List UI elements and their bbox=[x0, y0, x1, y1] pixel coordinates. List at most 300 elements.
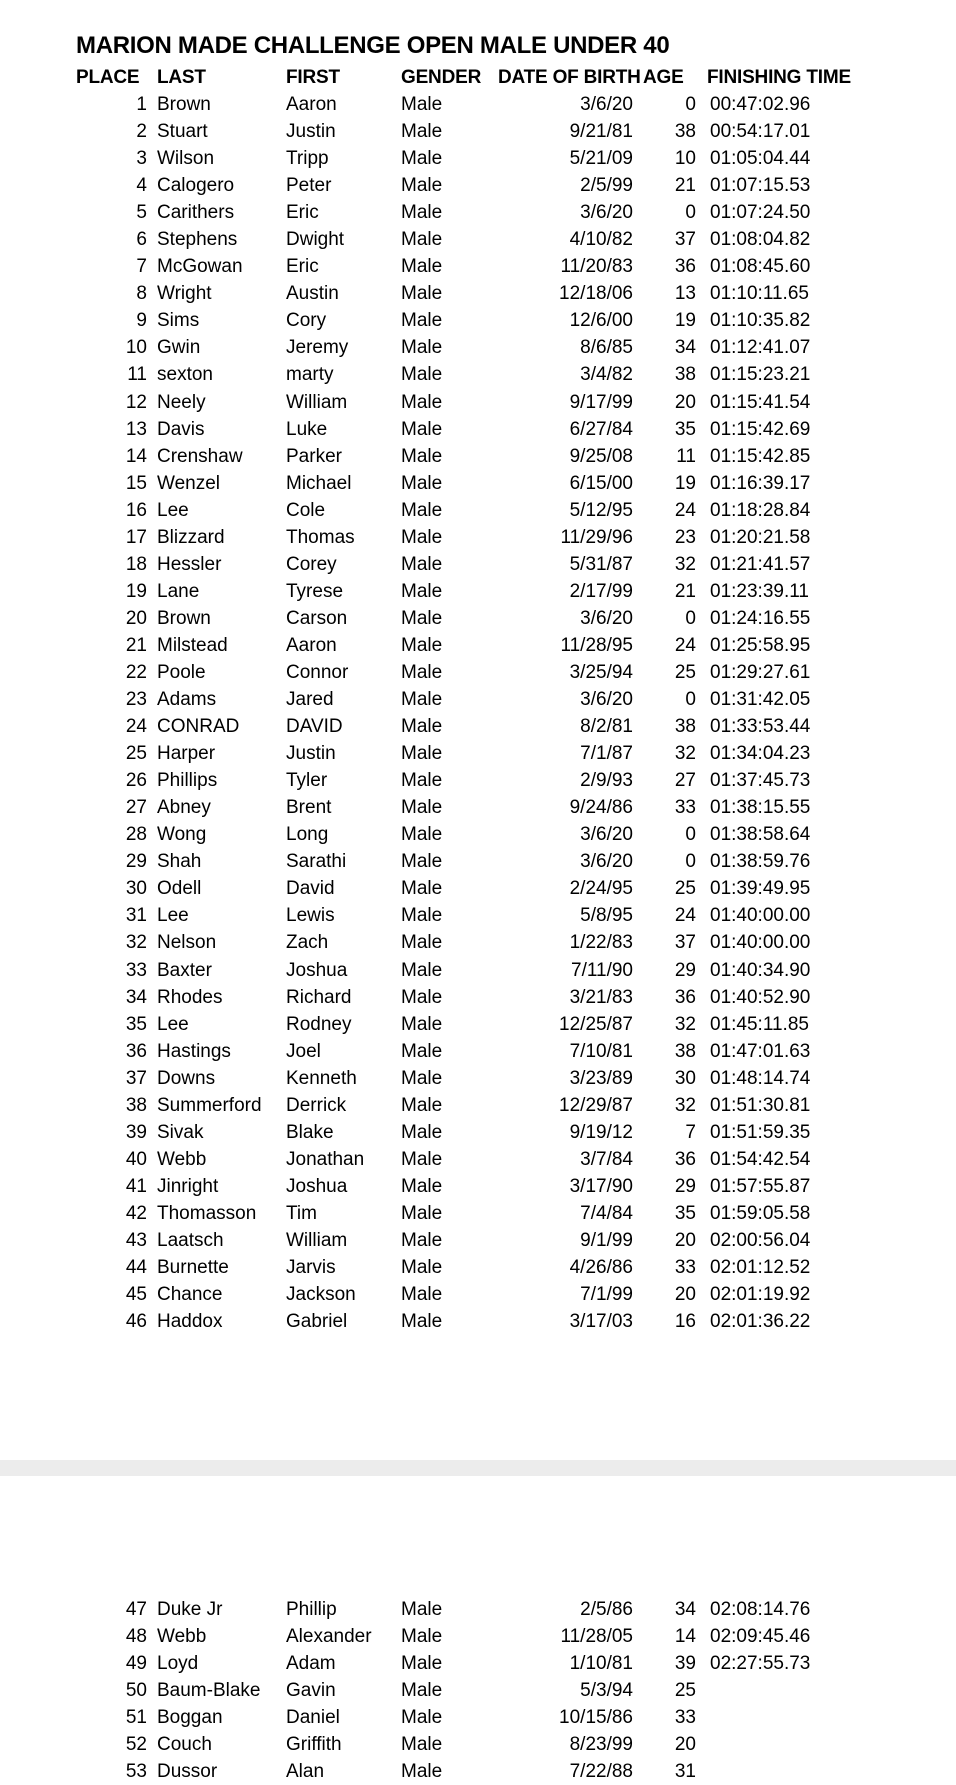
header-last: LAST bbox=[157, 67, 206, 88]
first-name-cell: Michael bbox=[286, 472, 352, 494]
last-name-cell: Duke Jr bbox=[157, 1599, 223, 1620]
age-cell: 36 bbox=[674, 256, 696, 278]
age-cell: 31 bbox=[674, 1761, 696, 1783]
gender-cell: Male bbox=[401, 121, 443, 143]
finishing-time-cell: 01:54:42.54 bbox=[710, 1148, 811, 1170]
place-cell: 5 bbox=[136, 202, 147, 224]
age-cell: 24 bbox=[674, 634, 696, 656]
finishing-time-cell: 01:40:00.00 bbox=[710, 905, 811, 927]
finishing-time-cell: 01:07:15.53 bbox=[710, 175, 811, 197]
last-name-cell: Laatsch bbox=[157, 1229, 224, 1251]
table-row bbox=[0, 686, 956, 713]
last-name-cell: Carithers bbox=[157, 202, 235, 224]
last-name-cell: Wong bbox=[157, 824, 207, 846]
first-name-cell: Carson bbox=[286, 607, 348, 629]
last-name-cell: Gwin bbox=[157, 337, 201, 359]
gender-cell: Male bbox=[401, 634, 443, 656]
age-cell: 34 bbox=[674, 1599, 696, 1620]
age-cell: 16 bbox=[674, 1311, 696, 1333]
finishing-time-cell: 02:00:56.04 bbox=[710, 1229, 811, 1251]
gender-cell: Male bbox=[401, 851, 443, 873]
date-of-birth-cell: 3/25/94 bbox=[569, 661, 633, 683]
table-row bbox=[0, 145, 956, 172]
first-name-cell: Cory bbox=[286, 310, 327, 332]
place-cell: 41 bbox=[125, 1175, 147, 1197]
finishing-time-cell: 01:37:45.73 bbox=[710, 770, 811, 792]
finishing-time-cell: 01:08:45.60 bbox=[710, 256, 811, 278]
gender-cell: Male bbox=[401, 1653, 443, 1675]
finishing-time-cell: 01:23:39.11 bbox=[710, 580, 809, 602]
date-of-birth-cell: 9/1/99 bbox=[580, 1229, 633, 1251]
first-name-cell: Joel bbox=[286, 1040, 321, 1062]
gender-cell: Male bbox=[401, 1229, 443, 1251]
table-row bbox=[0, 389, 956, 416]
gender-cell: Male bbox=[401, 175, 443, 197]
header-gender: GENDER bbox=[401, 67, 482, 88]
date-of-birth-cell: 1/10/81 bbox=[569, 1653, 633, 1675]
first-name-cell: Lewis bbox=[286, 905, 335, 927]
gender-cell: Male bbox=[401, 94, 443, 115]
finishing-time-cell: 01:57:55.87 bbox=[710, 1175, 811, 1197]
age-cell: 0 bbox=[685, 851, 696, 873]
place-cell: 47 bbox=[125, 1599, 147, 1620]
last-name-cell: Poole bbox=[157, 661, 206, 683]
finishing-time-cell: 01:29:27.61 bbox=[710, 661, 811, 683]
first-name-cell: Daniel bbox=[286, 1707, 340, 1729]
finishing-time-cell: 01:15:42.69 bbox=[710, 418, 811, 440]
place-cell: 27 bbox=[125, 797, 147, 819]
last-name-cell: Neely bbox=[157, 391, 206, 413]
last-name-cell: Burnette bbox=[157, 1257, 229, 1279]
gender-cell: Male bbox=[401, 1257, 443, 1279]
header-place: PLACE bbox=[76, 67, 140, 88]
place-cell: 16 bbox=[125, 499, 147, 521]
place-cell: 34 bbox=[125, 986, 147, 1008]
age-cell: 20 bbox=[674, 391, 696, 413]
gender-cell: Male bbox=[401, 1067, 443, 1089]
first-name-cell: Derrick bbox=[286, 1094, 347, 1116]
last-name-cell: Stuart bbox=[157, 121, 208, 143]
place-cell: 32 bbox=[125, 932, 147, 954]
gender-cell: Male bbox=[401, 499, 443, 521]
age-cell: 19 bbox=[674, 472, 696, 494]
age-cell: 0 bbox=[685, 94, 696, 115]
place-cell: 21 bbox=[125, 634, 147, 656]
last-name-cell: Haddox bbox=[157, 1311, 223, 1333]
gender-cell: Male bbox=[401, 553, 443, 575]
finishing-time-cell: 01:12:41.07 bbox=[710, 337, 811, 359]
first-name-cell: Peter bbox=[286, 175, 332, 197]
place-cell: 15 bbox=[125, 472, 147, 494]
date-of-birth-cell: 3/6/20 bbox=[580, 607, 633, 629]
last-name-cell: Abney bbox=[157, 797, 211, 819]
last-name-cell: Jinright bbox=[157, 1175, 219, 1197]
finishing-time-cell: 01:47:01.63 bbox=[710, 1040, 811, 1062]
table-row bbox=[0, 1281, 956, 1308]
place-cell: 49 bbox=[125, 1653, 147, 1675]
first-name-cell: Kenneth bbox=[286, 1067, 357, 1089]
finishing-time-cell: 01:40:52.90 bbox=[710, 986, 811, 1008]
finishing-time-cell: 02:01:19.92 bbox=[710, 1284, 811, 1306]
last-name-cell: Lane bbox=[157, 580, 200, 602]
place-cell: 11 bbox=[127, 364, 147, 386]
gender-cell: Male bbox=[401, 229, 443, 251]
table-row bbox=[0, 1011, 956, 1038]
date-of-birth-cell: 3/6/20 bbox=[580, 94, 633, 115]
date-of-birth-cell: 3/6/20 bbox=[580, 851, 633, 873]
finishing-time-cell: 01:15:41.54 bbox=[710, 391, 811, 413]
finishing-time-cell: 01:05:04.44 bbox=[710, 148, 811, 170]
finishing-time-cell: 01:21:41.57 bbox=[710, 553, 811, 575]
date-of-birth-cell: 12/6/00 bbox=[569, 310, 633, 332]
table-row bbox=[0, 307, 956, 334]
age-cell: 36 bbox=[674, 1148, 696, 1170]
first-name-cell: Jonathan bbox=[286, 1148, 365, 1170]
age-cell: 13 bbox=[674, 283, 696, 305]
finishing-time-cell: 02:09:45.46 bbox=[710, 1626, 811, 1648]
date-of-birth-cell: 11/29/96 bbox=[560, 526, 633, 548]
age-cell: 20 bbox=[674, 1229, 696, 1251]
last-name-cell: Wilson bbox=[157, 148, 215, 170]
age-cell: 25 bbox=[674, 1680, 696, 1702]
last-name-cell: Hastings bbox=[157, 1040, 231, 1062]
first-name-cell: Joshua bbox=[286, 1175, 348, 1197]
results-table-page-1 bbox=[0, 91, 956, 1335]
last-name-cell: Chance bbox=[157, 1284, 223, 1306]
table-row bbox=[0, 632, 956, 659]
last-name-cell: sexton bbox=[157, 364, 213, 386]
place-cell: 13 bbox=[125, 418, 147, 440]
gender-cell: Male bbox=[401, 878, 443, 900]
place-cell: 24 bbox=[125, 716, 147, 738]
age-cell: 7 bbox=[685, 1121, 696, 1143]
table-row bbox=[0, 1038, 956, 1065]
first-name-cell: Corey bbox=[286, 553, 337, 575]
results-table-page-2 bbox=[0, 1596, 956, 1785]
age-cell: 30 bbox=[674, 1067, 696, 1089]
table-row bbox=[0, 1596, 956, 1623]
document-title: MARION MADE CHALLENGE OPEN MALE UNDER 40 bbox=[76, 32, 670, 59]
first-name-cell: Gavin bbox=[286, 1680, 336, 1702]
first-name-cell: Connor bbox=[286, 661, 349, 683]
last-name-cell: Brown bbox=[157, 94, 211, 115]
finishing-time-cell: 01:24:16.55 bbox=[710, 607, 811, 629]
last-name-cell: Calogero bbox=[157, 175, 235, 197]
date-of-birth-cell: 3/17/90 bbox=[569, 1175, 633, 1197]
place-cell: 10 bbox=[125, 337, 147, 359]
age-cell: 14 bbox=[674, 1626, 696, 1648]
place-cell: 30 bbox=[125, 878, 147, 900]
age-cell: 20 bbox=[674, 1284, 696, 1306]
finishing-time-cell: 02:08:14.76 bbox=[710, 1599, 811, 1620]
gender-cell: Male bbox=[401, 1013, 443, 1035]
age-cell: 38 bbox=[674, 1040, 696, 1062]
place-cell: 25 bbox=[125, 743, 147, 765]
finishing-time-cell: 01:38:59.76 bbox=[710, 851, 811, 873]
gender-cell: Male bbox=[401, 1599, 443, 1620]
first-name-cell: Eric bbox=[286, 256, 319, 278]
date-of-birth-cell: 3/7/84 bbox=[580, 1148, 633, 1170]
first-name-cell: Alexander bbox=[286, 1626, 372, 1648]
place-cell: 46 bbox=[125, 1311, 147, 1333]
date-of-birth-cell: 3/6/20 bbox=[580, 824, 633, 846]
table-row bbox=[0, 1677, 956, 1704]
last-name-cell: Dussor bbox=[157, 1761, 218, 1783]
age-cell: 38 bbox=[674, 716, 696, 738]
last-name-cell: Odell bbox=[157, 878, 202, 900]
age-cell: 29 bbox=[674, 1175, 696, 1197]
table-row bbox=[0, 118, 956, 145]
finishing-time-cell: 02:27:55.73 bbox=[710, 1653, 811, 1675]
date-of-birth-cell: 3/6/20 bbox=[580, 202, 633, 224]
header-first: FIRST bbox=[286, 67, 340, 88]
date-of-birth-cell: 3/21/83 bbox=[569, 986, 633, 1008]
date-of-birth-cell: 5/12/95 bbox=[569, 499, 633, 521]
gender-cell: Male bbox=[401, 1284, 443, 1306]
age-cell: 0 bbox=[685, 607, 696, 629]
first-name-cell: Alan bbox=[286, 1761, 325, 1783]
table-row bbox=[0, 91, 956, 118]
table-row bbox=[0, 902, 956, 929]
finishing-time-cell: 01:48:14.74 bbox=[710, 1067, 811, 1089]
finishing-time-cell: 01:38:58.64 bbox=[710, 824, 811, 846]
date-of-birth-cell: 2/17/99 bbox=[569, 580, 633, 602]
first-name-cell: Blake bbox=[286, 1121, 334, 1143]
finishing-time-cell: 00:47:02.96 bbox=[710, 94, 811, 115]
gender-cell: Male bbox=[401, 1761, 443, 1783]
gender-cell: Male bbox=[401, 1311, 443, 1333]
age-cell: 21 bbox=[674, 175, 696, 197]
age-cell: 38 bbox=[674, 121, 696, 143]
last-name-cell: Hessler bbox=[157, 553, 222, 575]
table-row bbox=[0, 875, 956, 902]
table-row bbox=[0, 1065, 956, 1092]
table-row bbox=[0, 929, 956, 956]
last-name-cell: Baum-Blake bbox=[157, 1680, 261, 1702]
first-name-cell: Tyrese bbox=[286, 580, 344, 602]
gender-cell: Male bbox=[401, 1202, 443, 1224]
last-name-cell: Shah bbox=[157, 851, 202, 873]
table-row bbox=[0, 1623, 956, 1650]
finishing-time-cell: 01:59:05.58 bbox=[710, 1202, 811, 1224]
age-cell: 35 bbox=[674, 1202, 696, 1224]
last-name-cell: Downs bbox=[157, 1067, 216, 1089]
last-name-cell: Couch bbox=[157, 1734, 212, 1756]
place-cell: 19 bbox=[125, 580, 147, 602]
date-of-birth-cell: 9/21/81 bbox=[569, 121, 633, 143]
gender-cell: Male bbox=[401, 1680, 443, 1702]
place-cell: 1 bbox=[136, 94, 147, 115]
age-cell: 36 bbox=[674, 986, 696, 1008]
date-of-birth-cell: 9/24/86 bbox=[569, 797, 633, 819]
table-row bbox=[0, 767, 956, 794]
date-of-birth-cell: 5/8/95 bbox=[580, 905, 633, 927]
table-row bbox=[0, 1704, 956, 1731]
age-cell: 24 bbox=[674, 499, 696, 521]
finishing-time-cell: 01:07:24.50 bbox=[710, 202, 811, 224]
age-cell: 38 bbox=[674, 364, 696, 386]
table-row bbox=[0, 1758, 956, 1785]
last-name-cell: Harper bbox=[157, 743, 216, 765]
finishing-time-cell: 01:10:11.65 bbox=[710, 283, 809, 305]
finishing-time-cell: 01:39:49.95 bbox=[710, 878, 811, 900]
document-page-2 bbox=[0, 1476, 956, 1783]
table-row bbox=[0, 361, 956, 388]
date-of-birth-cell: 11/28/05 bbox=[560, 1626, 633, 1648]
date-of-birth-cell: 2/5/86 bbox=[580, 1599, 633, 1620]
date-of-birth-cell: 1/22/83 bbox=[569, 932, 633, 954]
last-name-cell: Stephens bbox=[157, 229, 238, 251]
first-name-cell: William bbox=[286, 1229, 348, 1251]
date-of-birth-cell: 7/1/87 bbox=[580, 743, 633, 765]
date-of-birth-cell: 4/10/82 bbox=[569, 229, 633, 251]
last-name-cell: Rhodes bbox=[157, 986, 223, 1008]
first-name-cell: Thomas bbox=[286, 526, 355, 548]
date-of-birth-cell: 3/4/82 bbox=[580, 364, 633, 386]
gender-cell: Male bbox=[401, 283, 443, 305]
first-name-cell: Eric bbox=[286, 202, 319, 224]
place-cell: 22 bbox=[125, 661, 147, 683]
place-cell: 52 bbox=[125, 1734, 147, 1756]
place-cell: 37 bbox=[125, 1067, 147, 1089]
date-of-birth-cell: 12/18/06 bbox=[559, 283, 633, 305]
table-row bbox=[0, 1650, 956, 1677]
last-name-cell: Thomasson bbox=[157, 1202, 257, 1224]
place-cell: 4 bbox=[136, 175, 147, 197]
place-cell: 29 bbox=[125, 851, 147, 873]
place-cell: 48 bbox=[125, 1626, 147, 1648]
first-name-cell: Joshua bbox=[286, 959, 348, 981]
gender-cell: Male bbox=[401, 1175, 443, 1197]
date-of-birth-cell: 7/1/99 bbox=[580, 1284, 633, 1306]
last-name-cell: Baxter bbox=[157, 959, 212, 981]
place-cell: 50 bbox=[125, 1680, 147, 1702]
first-name-cell: Long bbox=[286, 824, 329, 846]
place-cell: 3 bbox=[136, 148, 147, 170]
first-name-cell: Jackson bbox=[286, 1284, 356, 1306]
gender-cell: Male bbox=[401, 391, 443, 413]
date-of-birth-cell: 7/11/90 bbox=[571, 959, 633, 981]
last-name-cell: Milstead bbox=[157, 634, 228, 656]
last-name-cell: Crenshaw bbox=[157, 445, 243, 467]
gender-cell: Male bbox=[401, 1094, 443, 1116]
table-row bbox=[0, 226, 956, 253]
table-row bbox=[0, 172, 956, 199]
table-row bbox=[0, 659, 956, 686]
date-of-birth-cell: 8/2/81 bbox=[580, 716, 633, 738]
age-cell: 24 bbox=[674, 905, 696, 927]
table-row bbox=[0, 984, 956, 1011]
place-cell: 14 bbox=[125, 445, 147, 467]
header-date-of-birth: DATE OF BIRTH bbox=[498, 67, 641, 88]
page-separator bbox=[0, 1460, 956, 1476]
first-name-cell: Gabriel bbox=[286, 1311, 348, 1333]
place-cell: 9 bbox=[136, 310, 147, 332]
last-name-cell: Lee bbox=[157, 905, 189, 927]
place-cell: 20 bbox=[125, 607, 147, 629]
table-row bbox=[0, 1731, 956, 1758]
last-name-cell: McGowan bbox=[157, 256, 243, 278]
date-of-birth-cell: 5/21/09 bbox=[569, 148, 633, 170]
table-row bbox=[0, 1092, 956, 1119]
finishing-time-cell: 01:45:11.85 bbox=[710, 1013, 809, 1035]
gender-cell: Male bbox=[401, 661, 443, 683]
finishing-time-cell: 01:20:21.58 bbox=[710, 526, 811, 548]
gender-cell: Male bbox=[401, 472, 443, 494]
date-of-birth-cell: 5/3/94 bbox=[580, 1680, 633, 1702]
gender-cell: Male bbox=[401, 364, 443, 386]
finishing-time-cell: 01:15:42.85 bbox=[710, 445, 811, 467]
age-cell: 37 bbox=[674, 932, 696, 954]
first-name-cell: Jared bbox=[286, 689, 334, 711]
gender-cell: Male bbox=[401, 986, 443, 1008]
age-cell: 27 bbox=[674, 770, 696, 792]
finishing-time-cell: 02:01:12.52 bbox=[710, 1257, 811, 1279]
table-row bbox=[0, 253, 956, 280]
gender-cell: Male bbox=[401, 418, 443, 440]
age-cell: 33 bbox=[674, 1707, 696, 1729]
table-row bbox=[0, 794, 956, 821]
first-name-cell: David bbox=[286, 878, 335, 900]
place-cell: 45 bbox=[125, 1284, 147, 1306]
table-row bbox=[0, 497, 956, 524]
place-cell: 42 bbox=[125, 1202, 147, 1224]
table-row bbox=[0, 443, 956, 470]
gender-cell: Male bbox=[401, 743, 443, 765]
age-cell: 37 bbox=[674, 229, 696, 251]
place-cell: 36 bbox=[125, 1040, 147, 1062]
place-cell: 38 bbox=[125, 1094, 147, 1116]
gender-cell: Male bbox=[401, 580, 443, 602]
age-cell: 11 bbox=[676, 445, 696, 467]
age-cell: 23 bbox=[674, 526, 696, 548]
last-name-cell: Lee bbox=[157, 1013, 189, 1035]
table-row bbox=[0, 1227, 956, 1254]
last-name-cell: Blizzard bbox=[157, 526, 225, 548]
first-name-cell: Aaron bbox=[286, 94, 337, 115]
first-name-cell: Griffith bbox=[286, 1734, 342, 1756]
table-row bbox=[0, 821, 956, 848]
place-cell: 12 bbox=[125, 391, 147, 413]
table-row bbox=[0, 416, 956, 443]
gender-cell: Male bbox=[401, 526, 443, 548]
place-cell: 23 bbox=[125, 689, 147, 711]
finishing-time-cell: 01:15:23.21 bbox=[710, 364, 811, 386]
finishing-time-cell: 00:54:17.01 bbox=[710, 121, 811, 143]
finishing-time-cell: 01:18:28.84 bbox=[710, 499, 811, 521]
first-name-cell: Zach bbox=[286, 932, 329, 954]
table-row bbox=[0, 740, 956, 767]
age-cell: 35 bbox=[674, 418, 696, 440]
place-cell: 53 bbox=[125, 1761, 147, 1783]
table-row bbox=[0, 1146, 956, 1173]
place-cell: 39 bbox=[125, 1121, 147, 1143]
date-of-birth-cell: 2/24/95 bbox=[569, 878, 633, 900]
table-row bbox=[0, 578, 956, 605]
date-of-birth-cell: 11/20/83 bbox=[560, 256, 633, 278]
first-name-cell: Cole bbox=[286, 499, 326, 521]
first-name-cell: Tyler bbox=[286, 770, 328, 792]
gender-cell: Male bbox=[401, 1121, 443, 1143]
date-of-birth-cell: 3/23/89 bbox=[569, 1067, 633, 1089]
last-name-cell: Lee bbox=[157, 499, 189, 521]
gender-cell: Male bbox=[401, 202, 443, 224]
age-cell: 0 bbox=[685, 202, 696, 224]
gender-cell: Male bbox=[401, 1626, 443, 1648]
age-cell: 34 bbox=[674, 337, 696, 359]
finishing-time-cell: 01:51:30.81 bbox=[710, 1094, 811, 1116]
gender-cell: Male bbox=[401, 310, 443, 332]
